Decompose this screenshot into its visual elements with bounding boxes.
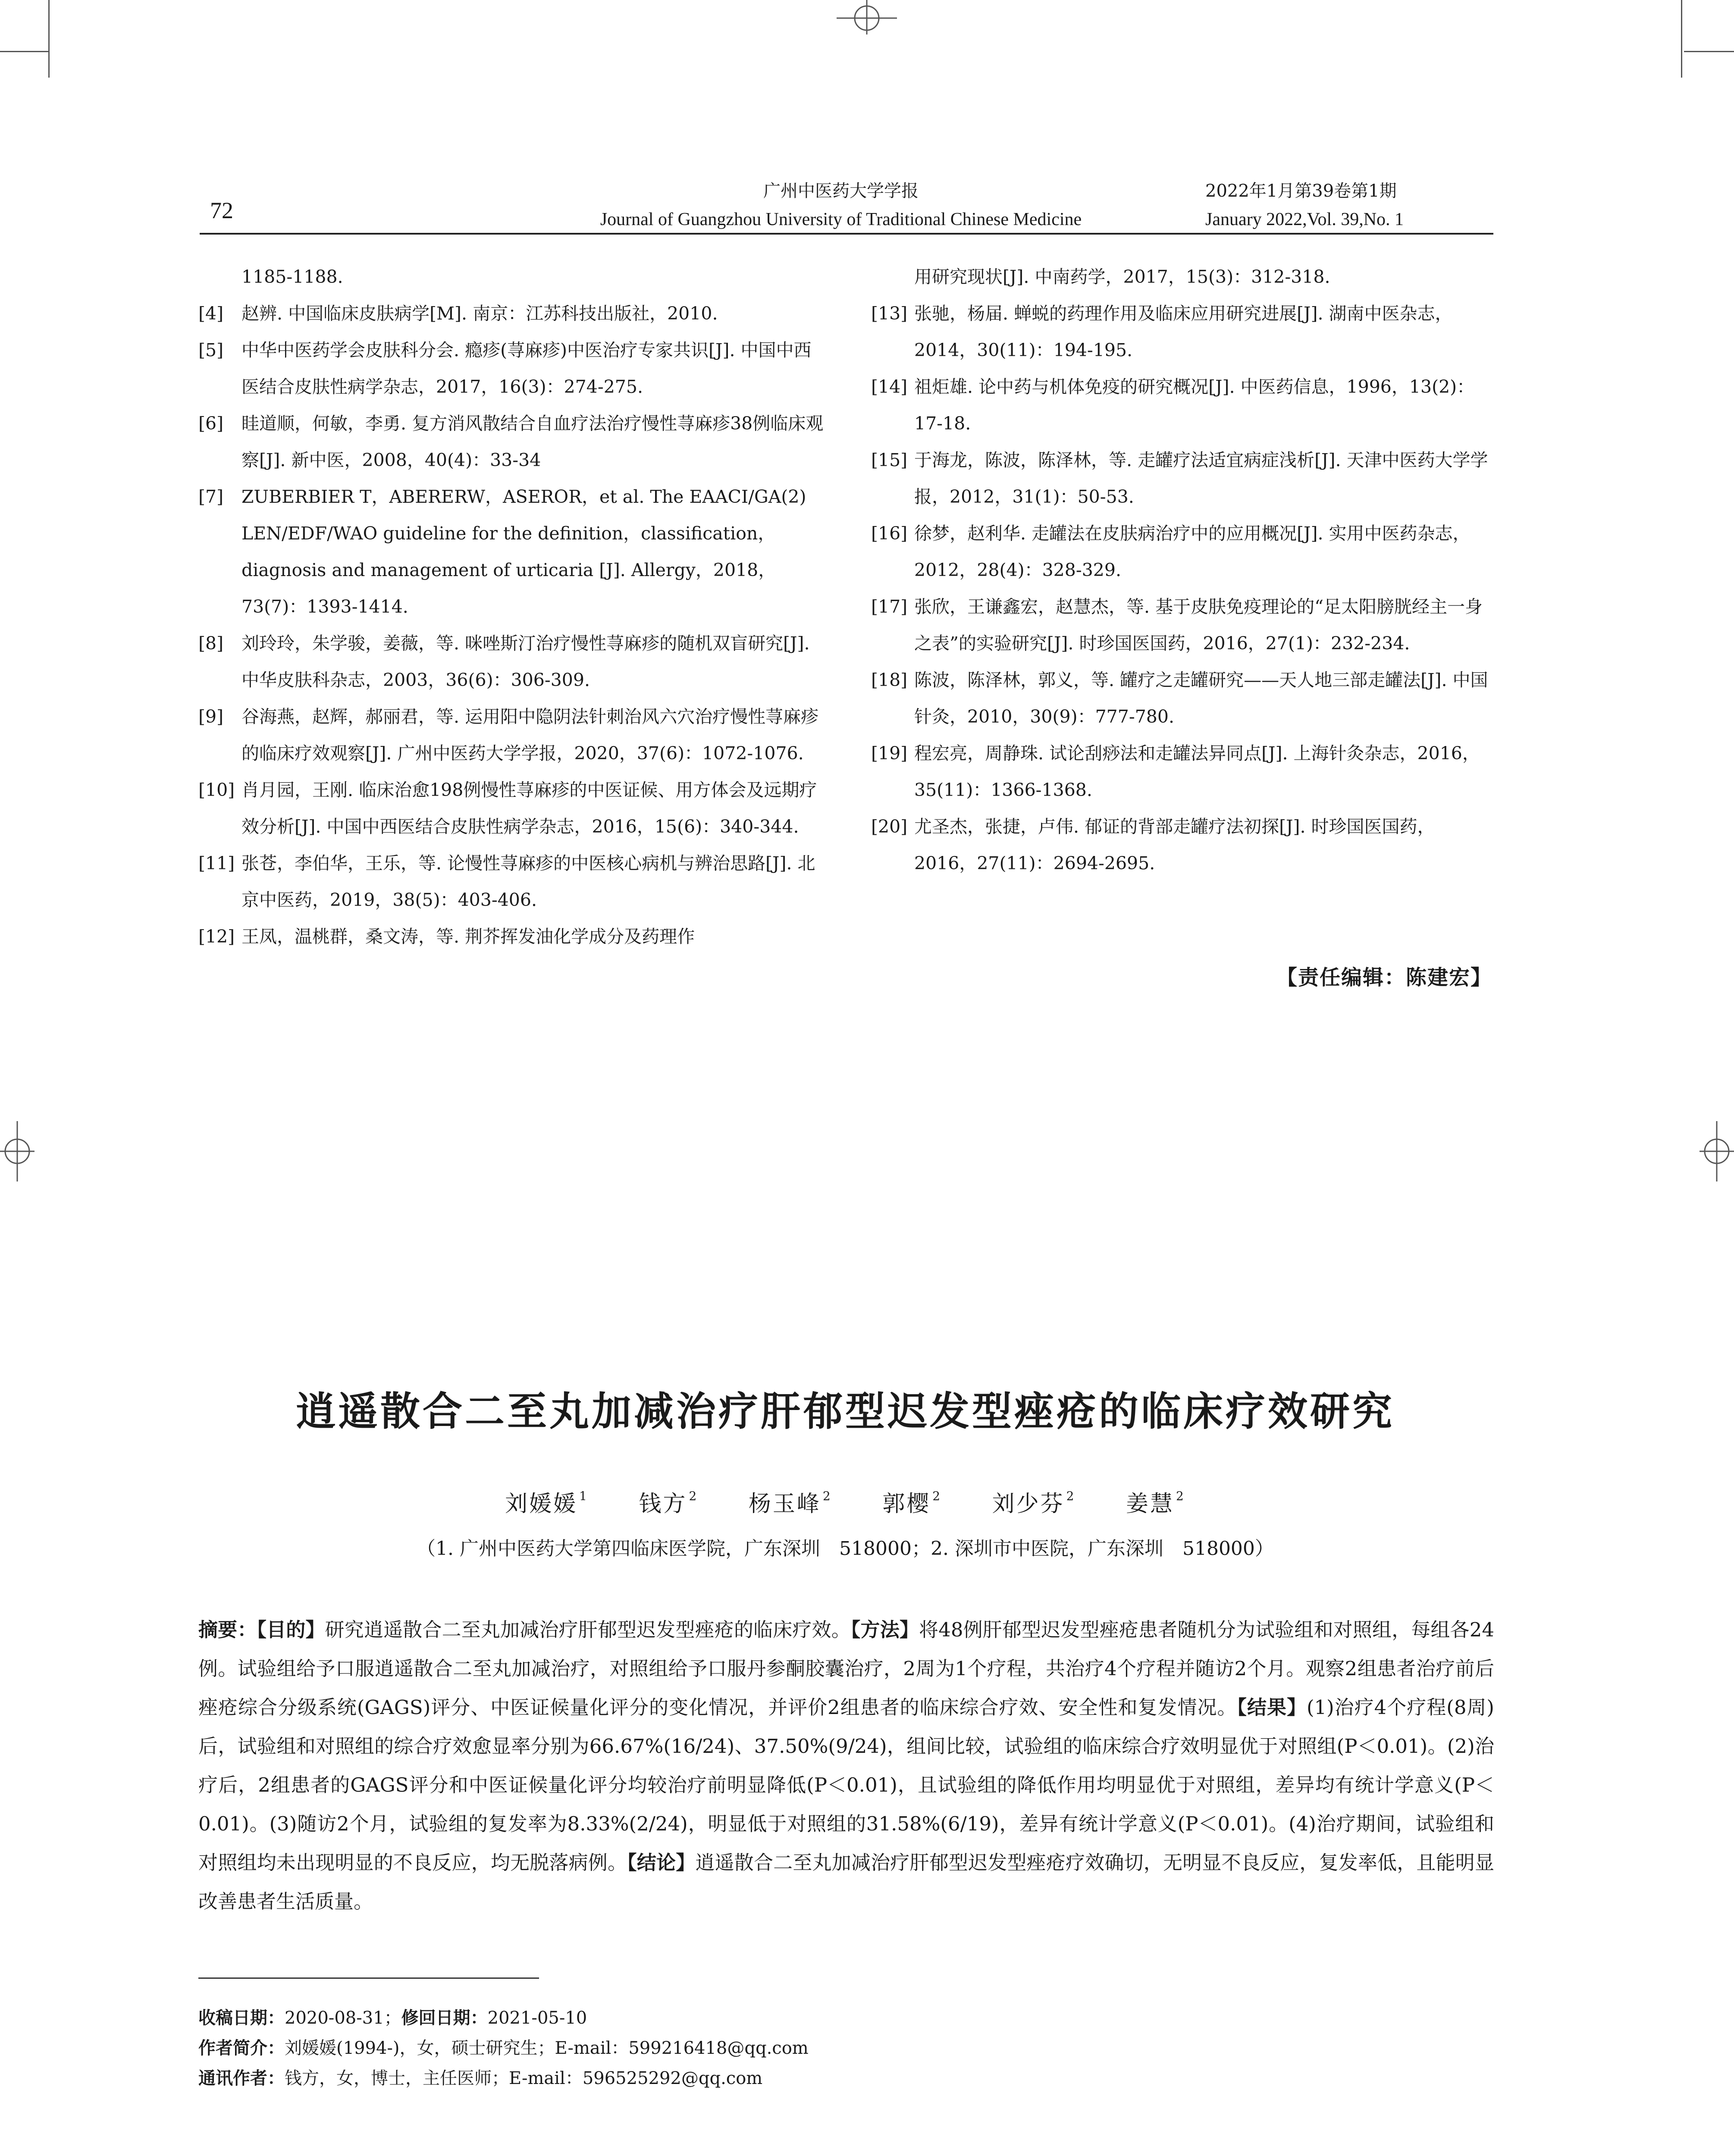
reference-number: [4] — [198, 303, 224, 324]
reference-number: [12] — [198, 926, 235, 947]
reference-text: 赵辨. 中国临床皮肤病学[M]. 南京：江苏科技出版社，2010. — [241, 303, 718, 324]
reference-text: 于海龙，陈波，陈泽林，等. 走罐疗法适宜病症浅析[J]. 天津中医药大学学报，2012，31(1)：50-53. — [914, 450, 1488, 507]
reference-text: 中华中医药学会皮肤科分会. 瘾疹(荨麻疹)中医治疗专家共识[J]. 中国中西医结合皮肤性病学杂志，2017，16(3)：274-275. — [241, 340, 812, 397]
crop-mark — [1684, 51, 1734, 52]
crop-mark — [48, 0, 50, 78]
reference-number: [20] — [871, 816, 908, 837]
reference-text: 1185-1188. — [241, 266, 343, 287]
reference-number: [6] — [198, 413, 224, 434]
references-left-column — [198, 259, 824, 955]
reference-text: 用研究现状[J]. 中南药学，2017，15(3)：312-318. — [914, 266, 1330, 287]
footnotes — [198, 2003, 1492, 2093]
header-rule — [200, 233, 1493, 235]
abstract-objective-label: 【目的】 — [257, 1618, 325, 1641]
reference-number: [7] — [198, 486, 224, 507]
author-list — [198, 1485, 1492, 1518]
abstract-results: (1)治疗4个疗程(8周)后，试验组和对照组的综合疗效愈显率分别为66.67%(16/24)、37.50%(9/24)，组间比较，试验组的临床综合疗效明显优于对照组(P＜0.01)。(2)治疗后，2组患者的GAGS评分和中医证候量化评分均较治疗前明显降低(P＜0.01)，且试验组的降低作用均明显优于对照组，差异均有统计学意义(P＜0.01)。(3)随访2个月，试验组的复发率为8.33%(2/24)，明显低于对照组的31.58%(6/19)，差异有统计学意义(P＜0.01)。(4)治疗期间，试验组和对照组均未出现明显的不良反应，均无脱落病例。 — [198, 1696, 1494, 1874]
abstract-objective: 研究逍遥散合二至丸加减治疗肝郁型迟发型痤疮的临床疗效。 — [325, 1618, 851, 1641]
reference-item — [871, 515, 1496, 589]
reference-item — [198, 845, 824, 918]
abstract-methods-label: 【方法】 — [850, 1618, 919, 1641]
reference-item — [871, 808, 1496, 882]
affiliation: （1. 广州中医药大学第四临床医学院，广东深圳 518000；2. 深圳市中医院，广东深圳 518000） — [417, 1538, 1274, 1560]
abstract-results-label: 【结果】 — [1237, 1696, 1307, 1719]
reference-text: 尤圣杰，张捷，卢伟. 郁证的背部走罐疗法初探[J]. 时珍国医国药，2016，27(11)：2694-2695. — [914, 816, 1435, 874]
responsible-editor: 【责任编辑：陈建宏】 — [1276, 965, 1492, 990]
reference-item — [198, 332, 824, 405]
reference-number: [13] — [871, 303, 908, 324]
reference-item — [871, 735, 1496, 808]
reference-item — [198, 625, 824, 699]
reference-number: [8] — [198, 633, 224, 654]
reference-item — [871, 295, 1496, 369]
reference-text: 张欣，王谦鑫宏，赵慧杰，等. 基于皮肤免疫理论的“足太阳膀胱经主一身之表”的实验研究[J]. 时珍国医国药，2016，27(1)：232-234. — [914, 596, 1483, 654]
reference-text: 徐梦，赵利华. 走罐法在皮肤病治疗中的应用概况[J]. 实用中医药杂志，2012，28(4)：328-329. — [914, 523, 1471, 580]
journal-header — [561, 177, 1121, 234]
reference-item — [871, 259, 1496, 295]
reference-number: [10] — [198, 780, 235, 800]
reference-text: ZUBERBIER T，ABERERW，ASEROR，et al. The EAACI/GA(2) LEN/EDF/WAO guideline for the definition，classification，diagnosis and management of urticaria [J]. Allergy，2018，73(7)：1393-1414. — [241, 486, 806, 617]
issue-en: January 2022,Vol. 39,No. 1 — [1205, 210, 1404, 229]
reference-number: [15] — [871, 450, 908, 470]
reference-text: 张驰，杨届. 蝉蜕的药理作用及临床应用研究进展[J]. 湖南中医杂志，2014，30(11)：194-195. — [914, 303, 1453, 360]
author: 刘媛媛 $^1$ — [505, 1489, 589, 1517]
reference-text: 谷海燕，赵辉，郝丽君，等. 运用阳中隐阴法针刺治风六穴治疗慢性荨麻疹的临床疗效观察[J]. 广州中医药大学学报，2020，37(6)：1072-1076. — [241, 706, 819, 764]
issue-cn: 2022年1月第39卷第1期 — [1205, 181, 1397, 201]
reference-text: 祖炬雄. 论中药与机体免疫的研究概况[J]. 中医药信息，1996，13(2)：17-18. — [914, 376, 1475, 434]
reference-item — [198, 772, 824, 845]
reference-item — [198, 295, 824, 332]
reference-item — [871, 442, 1496, 515]
reference-number: [14] — [871, 376, 908, 397]
abstract — [198, 1611, 1494, 1921]
reference-number: [11] — [198, 853, 235, 874]
abstract-conclusion: 逍遥散合二至丸加减治疗肝郁型迟发型痤疮疗效确切，无明显不良反应，复发率低，且能明显改善患者生活质量。 — [198, 1851, 1494, 1913]
reference-text: 王凤，温桃群，桑文涛，等. 荆芥挥发油化学成分及药理作 — [241, 926, 695, 947]
registration-mark-icon — [0, 1117, 34, 1186]
author: 郭樱 $^2$ — [882, 1489, 942, 1517]
references-right-column — [871, 259, 1496, 882]
footnote-corresponding-author: 通讯作者：钱方，女，博士，主任医师；E-mail：596525292@qq.com — [198, 2068, 763, 2088]
reference-number: [19] — [871, 743, 908, 764]
author: 杨玉峰 $^2$ — [748, 1489, 832, 1517]
footnote-author-bio: 作者简介：刘媛媛(1994-)，女，硕士研究生；E-mail：599216418@qq.com — [198, 2038, 809, 2058]
page-number: 72 — [210, 197, 233, 223]
reference-text: 刘玲玲，朱学骏，姜薇，等. 咪唑斯汀治疗慢性荨麻疹的随机双盲研究[J]. 中华皮肤科杂志，2003，36(6)：306-309. — [241, 633, 810, 690]
reference-text: 肖月园，王刚. 临床治愈198例慢性荨麻疹的中医证候、用方体会及远期疗效分析[J]. 中国中西医结合皮肤性病学杂志，2016，15(6)：340-344. — [241, 780, 817, 837]
registration-mark-icon — [832, 0, 901, 34]
reference-item — [198, 479, 824, 625]
reference-item — [871, 662, 1496, 735]
crop-mark — [0, 51, 48, 52]
author: 刘少芬 $^2$ — [992, 1489, 1076, 1517]
abstract-label: 摘要： — [198, 1618, 257, 1641]
reference-number: [9] — [198, 706, 224, 727]
reference-number: [18] — [871, 670, 908, 690]
journal-title-cn: 广州中医药大学学报 — [763, 181, 919, 201]
reference-text: 眭道顺，何敏，李勇. 复方消风散结合自血疗法治疗慢性荨麻疹38例临床观察[J]. 新中医，2008，40(4)：33-34 — [241, 413, 824, 470]
abstract-conclusion-label: 【结论】 — [627, 1851, 696, 1874]
author: 姜慧 $^2$ — [1126, 1489, 1185, 1517]
reference-item — [198, 259, 824, 295]
reference-text: 张苍，李伯华，王乐，等. 论慢性荨麻疹的中医核心病机与辨治思路[J]. 北京中医药，2019，38(5)：403-406. — [241, 853, 815, 910]
reference-number: [17] — [871, 596, 908, 617]
article-title: 逍遥散合二至丸加减治疗肝郁型迟发型痤疮的临床疗效研究 — [295, 1388, 1395, 1435]
reference-text: 程宏亮，周静珠. 试论刮痧法和走罐法异同点[J]. 上海针灸杂志，2016，35(11)：1366-1368. — [914, 743, 1480, 800]
reference-item — [198, 699, 824, 772]
reference-item — [198, 918, 824, 955]
reference-item — [871, 369, 1496, 442]
reference-number: [16] — [871, 523, 908, 544]
abstract-methods: 将48例肝郁型迟发型痤疮患者随机分为试验组和对照组，每组各24例。试验组给予口服逍遥散合二至丸加减治疗，对照组给予口服丹参酮胶囊治疗，2周为1个疗程，共治疗4个疗程并随访2个月。观察2组患者治疗前后痤疮综合分级系统(GAGS)评分、中医证候量化评分的变化情况，并评价2组患者的临床综合疗效、安全性和复发情况。 — [198, 1618, 1494, 1719]
reference-number: [5] — [198, 340, 224, 360]
reference-item — [871, 589, 1496, 662]
reference-text: 陈波，陈泽林，郭义，等. 罐疗之走罐研究——天人地三部走罐法[J]. 中国针灸，2010，30(9)：777-780. — [914, 670, 1488, 727]
crop-mark — [1681, 0, 1682, 78]
reference-item — [198, 405, 824, 479]
author: 钱方 $^2$ — [639, 1489, 699, 1517]
footnote-dates: 收稿日期：2020-08-31；修回日期：2021-05-10 — [198, 2008, 587, 2028]
journal-title-en: Journal of Guangzhou University of Traditional Chinese Medicine — [600, 210, 1082, 229]
issue-header — [1205, 177, 1404, 234]
registration-mark-icon — [1700, 1117, 1734, 1186]
footnote-rule — [198, 1977, 539, 1979]
